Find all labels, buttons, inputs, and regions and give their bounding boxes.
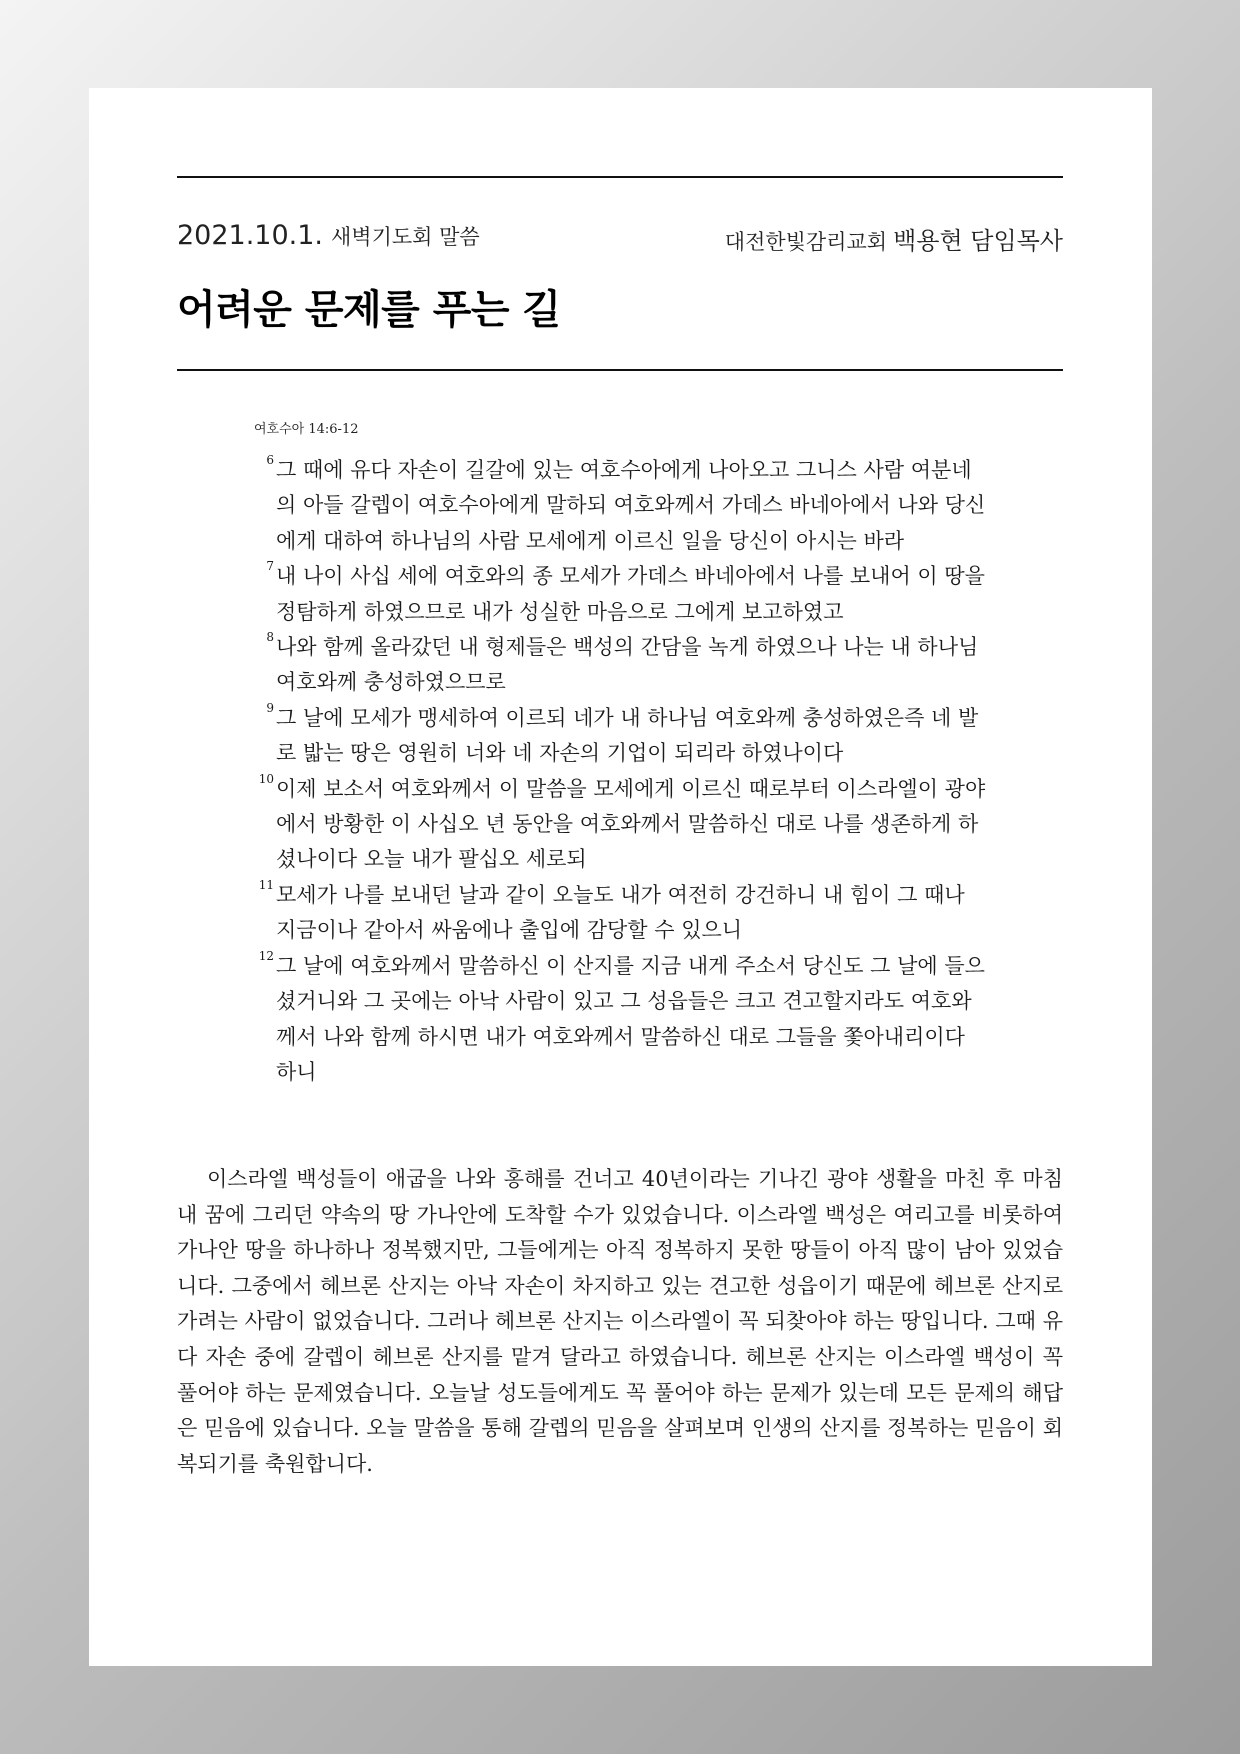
verse-text: 내 나이 사십 세에 여호와의 종 모세가 가데스 바네아에서 나를 보내어 이 땅을 정탐하게 하였으므로 내가 성실한 마음으로 그에게 보고하였고 <box>276 564 985 624</box>
verse-number: 12 <box>258 948 274 963</box>
verse <box>254 772 989 878</box>
verse <box>254 949 989 1091</box>
church-name: 대전한빛감리교회 <box>724 230 888 254</box>
verse-number: 10 <box>258 771 274 786</box>
scripture-verses <box>254 453 989 1090</box>
verse-text: 나와 함께 올라갔던 내 형제들은 백성의 간담을 녹게 하였으나 나는 내 하나님 여호와께 충성하였으므로 <box>276 635 979 695</box>
sermon-introduction: 이스라엘 백성들이 애굽을 나와 홍해를 건너고 40년이라는 기나긴 광야 생활을 마친 후 마침내 꿈에 그리던 약속의 땅 가나안에 도착할 수가 있었습니다. 이스라엘 백성은 여리고를 비롯하여 가나안 땅을 하나하나 정복했지만, 그들에게는 아직 정복하지 못한 땅들이 아직 많이 남아 있었습니다. 그중에서 헤브론 산지는 아낙 자손이 차지하고 있는 견고한 성읍이기 때문에 헤브론 산지로 가려는 사람이 없었습니다. 그러나 헤브론 산지는 이스라엘이 꼭 되찾아야 하는 땅입니다. 그때 유다 자손 중에 갈렙이 헤브론 산지를 맡겨 달라고 하였습니다. 헤브론 산지는 이스라엘 백성이 꼭 풀어야 하는 문제였습니다. 오늘날 성도들에게도 꼭 풀어야 하는 문제가 있는데 모든 문제의 해답은 믿음에 있습니다. 오늘 말씀을 통해 갈렙의 믿음을 살펴보며 인생의 산지를 정복하는 믿음이 회복되기를 축원합니다. <box>177 1167 1063 1476</box>
verse-text: 모세가 나를 보내던 날과 같이 오늘도 내가 여전히 강건하니 내 힘이 그 때나 지금이나 같아서 싸움에나 출입에 감당할 수 있으니 <box>276 882 965 943</box>
sermon-date: 2021.10.1. <box>177 220 323 251</box>
document-page <box>89 88 1152 1666</box>
verse <box>254 559 989 630</box>
title-divider <box>177 369 1063 371</box>
verse-text: 이제 보소서 여호와께서 이 말씀을 모세에게 이르신 때로부터 이스라엘이 광야에서 방황한 이 사십오 년 동안을 여호와께서 말씀하신 대로 나를 생존하게 하셨나이다 오늘 내가 팔십오 세로되 <box>276 776 986 872</box>
top-divider <box>177 176 1063 178</box>
pastor-name: 백용현 담임목사 <box>893 227 1063 255</box>
church-line <box>725 221 1063 256</box>
verse <box>254 630 989 701</box>
verse <box>254 701 989 772</box>
verse-number: 6 <box>266 453 274 467</box>
verse-text: 그 날에 모세가 맹세하여 이르되 네가 내 하나님 여호와께 충성하였은즉 네 발로 밟는 땅은 영원히 너와 네 자손의 기업이 되리라 하였나이다 <box>276 705 979 766</box>
sermon-title: 어려운 문제를 푸는 길 <box>177 287 561 333</box>
sermon-date-line <box>177 220 480 251</box>
verse-number: 9 <box>266 700 274 715</box>
verse-number: 7 <box>266 559 274 574</box>
service-name: 새벽기도회 말씀 <box>331 225 480 249</box>
verse-text: 그 날에 여호와께서 말씀하신 이 산지를 지금 내게 주소서 당신도 그 날에 들으셨거니와 그 곳에는 아낙 사람이 있고 그 성읍들은 크고 견고할지라도 여호와께서 나와 함께 하시면 내가 여호와께서 말씀하신 대로 그들을 쫓아내리이다 하니 <box>276 953 985 1084</box>
verse-number: 8 <box>266 630 274 645</box>
scripture-reference: 여호수아 14:6-12 <box>254 422 359 437</box>
verse <box>254 453 989 559</box>
verse-text: 그 때에 유다 자손이 길갈에 있는 여호수아에게 나아오고 그니스 사람 여분네의 아들 갈렙이 여호수아에게 말하되 여호와께서 가데스 바네아에서 나와 당신에게 대하여 하나님의 사람 모세에게 이르신 일을 당신이 아시는 바라 <box>276 458 986 553</box>
verse-number: 11 <box>258 877 274 892</box>
verse <box>254 878 989 949</box>
